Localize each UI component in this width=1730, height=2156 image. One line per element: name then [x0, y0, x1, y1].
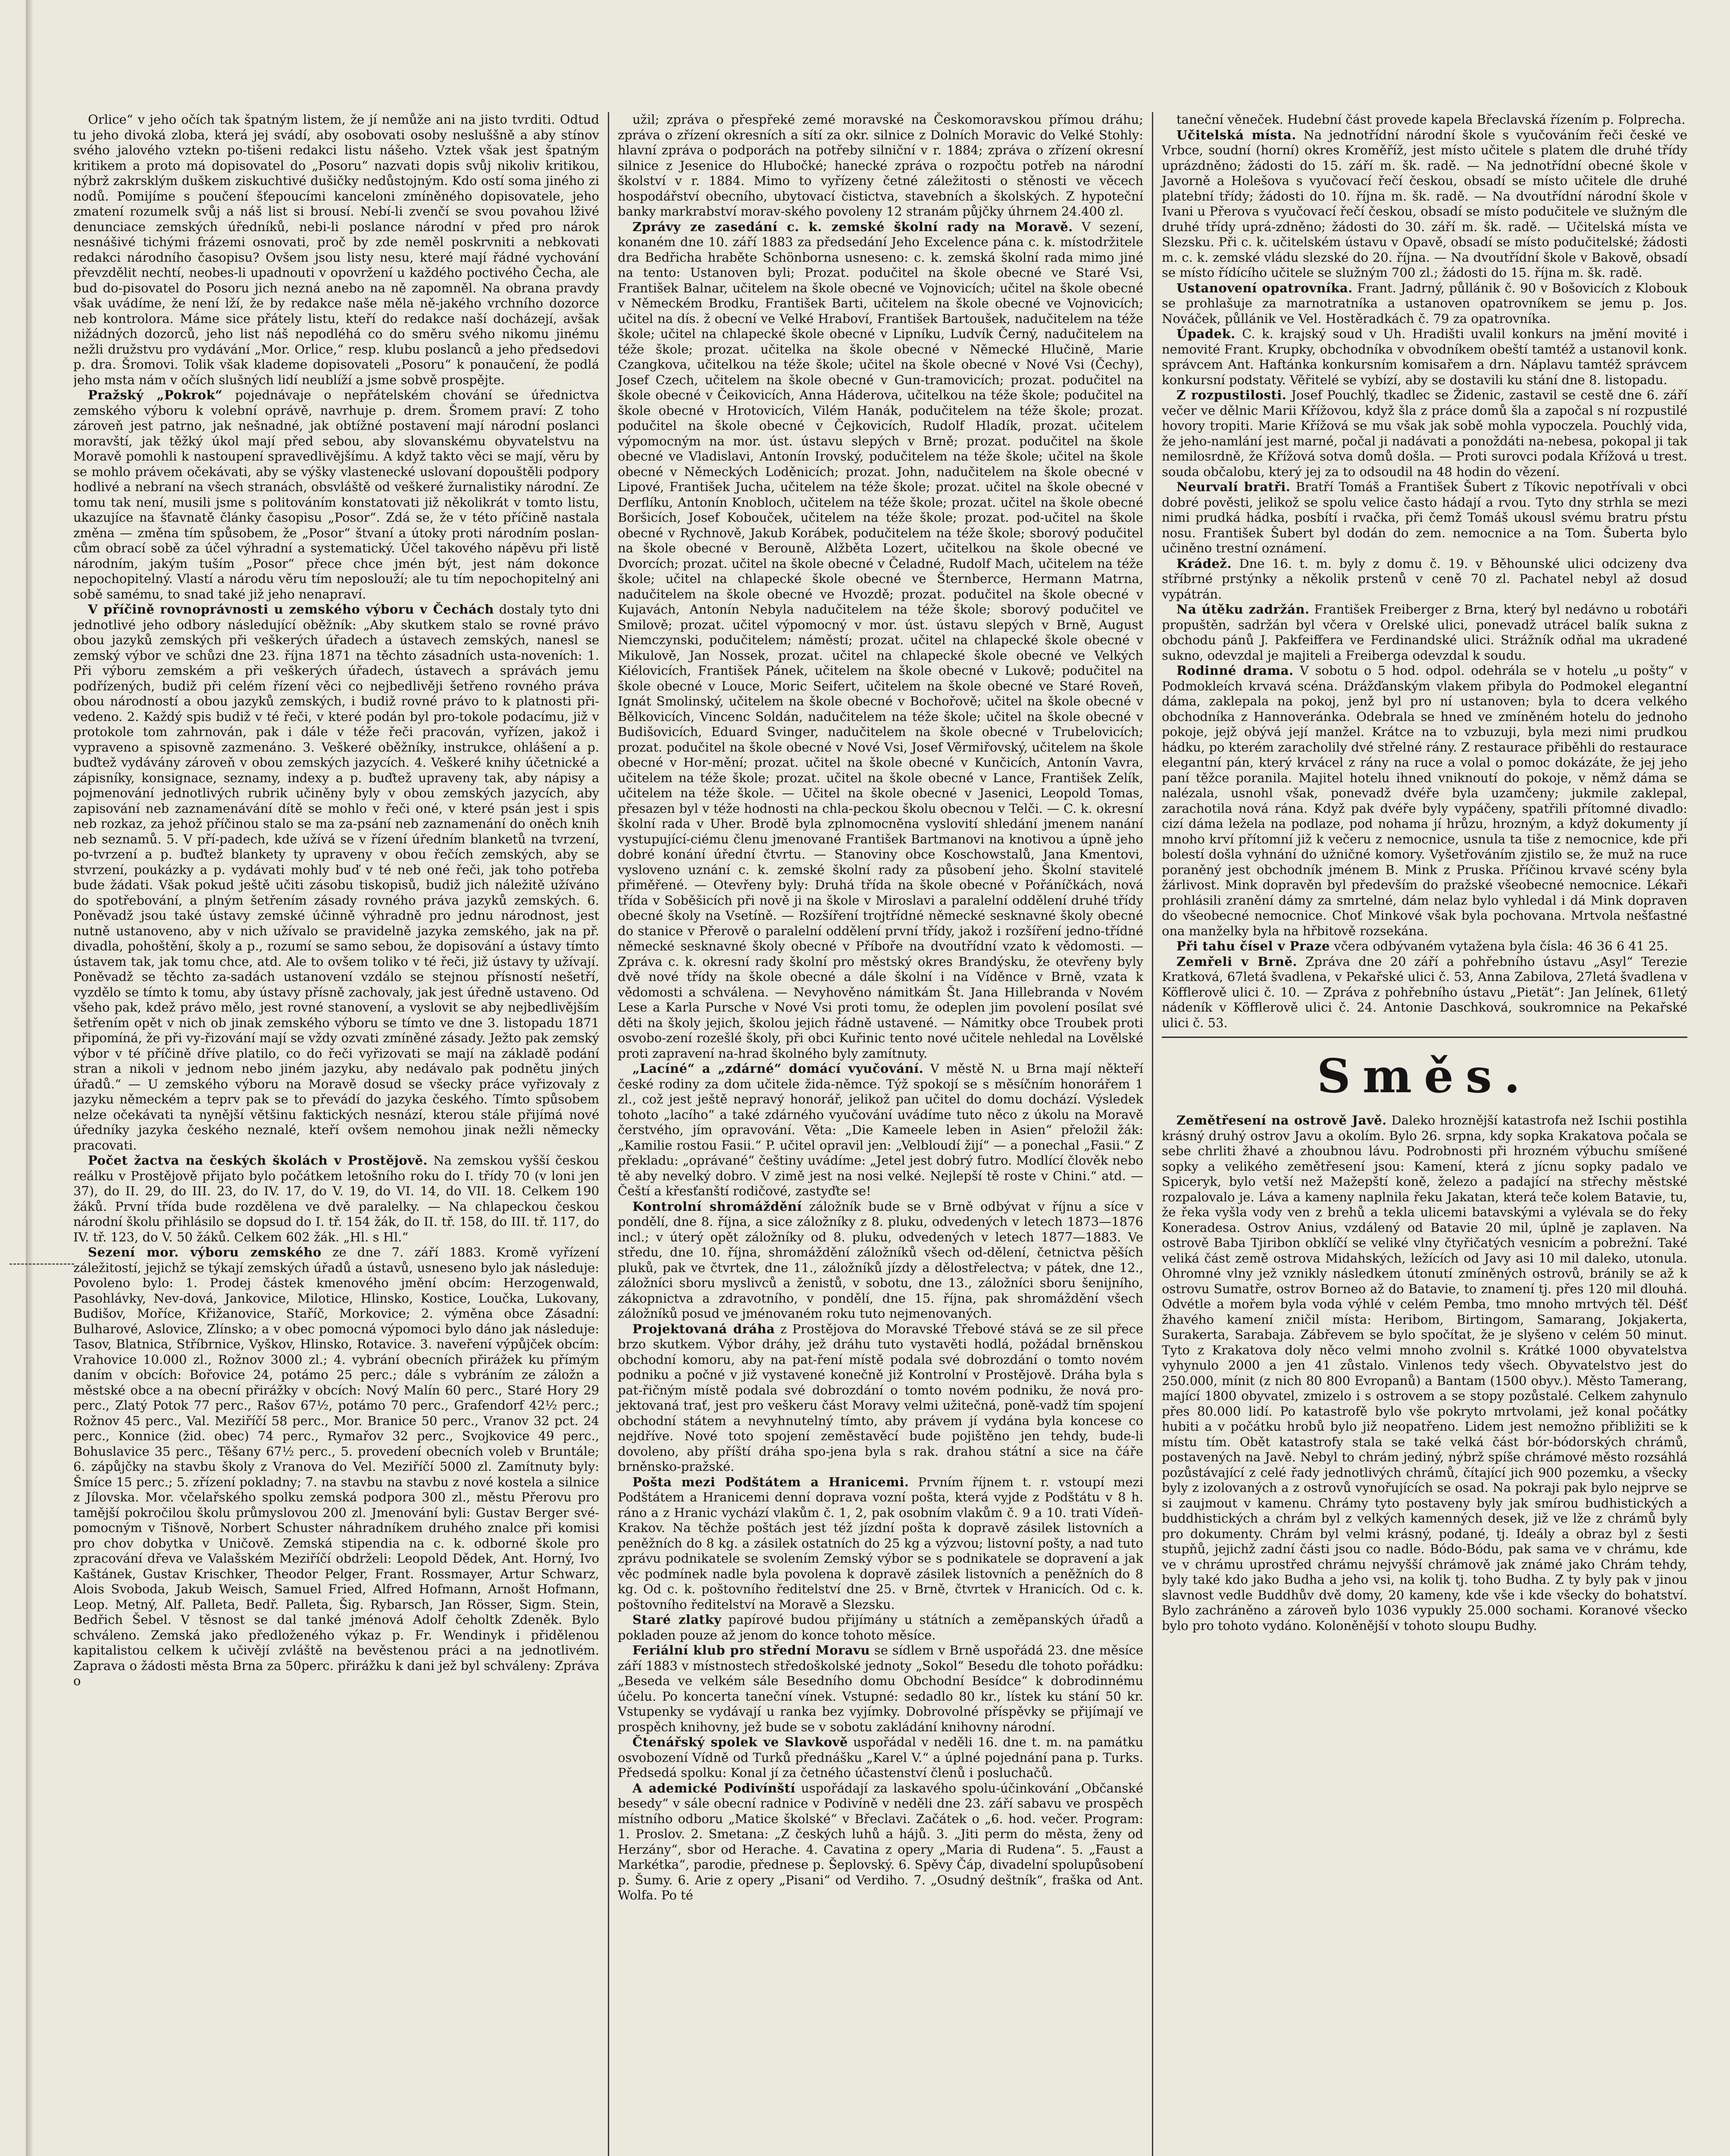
article-body-text: Bratří Tomáš a František Šubert z Tíkovic nepotřívali v obci dobré pověsti, jelikož se spolu velice často hádají a rvou. Tyto dny strhla se mezi nimi prudká hádka, posbítí i rvačka, při čemž Tomáš ukousl svému bratru pŕstu nosu. František Šubert byl dodán do zem. nemocnice a na Tom. Šuberta bylo učiněno trestní oznámení. [1162, 479, 1687, 555]
article-headline: Kontrolní shromáždění [632, 1199, 802, 1214]
article-headline: Zprávy ze zasedání c. k. zemské školní rady na Moravě. [632, 219, 1073, 234]
article-body-text: užil; zpráva o přespřeké zemé moravské na Českomoravskou přímou dráhu; zpráva o zřízení okresních a sítí za okr. silnice z Dolních Moravic do Velké Stohly: hlavní zpráva o podporách na potřeby silniční v r. 1884; zpráva o zřízení okresní silnice z Jesenice do Hlubočké; hanecké zpráva o rozpočtu potřeb na národní školství v r. 1884. Mimo to vyřízeny četné záležitosti o stěnosti ve věcech hospodářství obecního, ubytovací čistictva, stavebních a školských. Z hypoteční banky markrabství morav-ského povoleny 12 stranám půjčky úhrnem 24.400 zl. [618, 112, 1143, 219]
article-body-text: Dne 16. t. m. byly z domu č. 19. v Běhounské ulici odcizeny dva stříbrné prstýnky a několik prstenů v ceně 70 zl. Pachatel nebyl až dosud vypátrán. [1162, 556, 1687, 602]
article-body-text: včera odbývaném vytažena byla čísla: 46 36 6 41 25. [1330, 939, 1668, 953]
article-paragraph [1162, 326, 1687, 388]
article-paragraph [618, 1199, 1143, 1322]
article-paragraph [618, 1612, 1143, 1643]
article-paragraph [1162, 602, 1687, 663]
article-paragraph [73, 112, 599, 388]
article-headline: Pražský „Pokrok“ [88, 388, 223, 402]
article-headline: Staré zlatky [632, 1612, 722, 1627]
article-paragraph [1162, 128, 1687, 281]
article-paragraph [618, 1475, 1143, 1613]
article-paragraph [1162, 112, 1687, 128]
article-body-text: V sezení, konaném dne 10. září 1883 za předsedání Jeho Excelence pána c. k. místodržitele dra Bedřicha hraběte Schönborna usneseno: c. k. zemská školní rada mimo jiné na tento: Ustanoven byli; Prozat. podučitel na škole obecné ve Staré Vsi, František Balnar, učitelem na škole obecné ve Vojnovicích; učitel na škole obecné v Německém Brodku, František Barti, učitelem na škole obecné ve Vojnovicích; učitel na dís. ž obecní ve Velké Hraboví, František Bartoušek, nadučitelem na téže škole; učitel na chlapecké škole obecné v Lipníku, Ludvík Černý, nadučitelem na téže škole; prozat. učitelka na škole obecné v Německé Hlučině, Marie Czangkova, učitelkou na téže škole; učitel na škole obecné v Nové Vsi (Čechy), Josef Czech, učitelem na škole obecné v Gun-tramovicích; prozat. podučitel na škole obecné v Čeikovicích, Anna Háderova, učitelkou na téže škole; podučitel na škole obecné v Hrotovicích, Vilém Hanák, podučitelem na téže škole; prozat. podučitel na škole obecné v Čejkovicích, Rudolf Hladík, prozat. učitelem výpomocným na mor. úst. ústavu slepých v Brně; prozat. podučitel na škole obecné ve Vladislavi, Antonín Irovský, podučitelem na téže škole; učitel na škole obecné v Německých Loděnicích; prozat. John, nadučitelem na škole obecné v Lipové, František Jucha, učitelem na téže škole; prozat. učitel na škole obecné v Derflíku, Antonín Knobloch, učitelem na téže škole; prozat. učitel na škole obecné Boršicích, Josef Kobouček, učitelem na téže škole; prozat. pod-učitel na škole obecné v Rychnově, Jakub Korábek, podučitelem na téže škole; sborový podučitel na škole obecné v Berouně, Alžběta Lozert, učitelkou na škole obecné ve Dvorcích; prozat. učitel na škole obecné v Čeladné, Rudolf Mach, učitelem na téže škole; učitel na chlapecké škole obecné ve Šternberce, Hermann Matrna, nadučitelem na škole obecné ve Hvozdě; prozat. podučitel na škole obecné v Kujavách, Antonín Nebyla nadučitelem na téže škole; sborový podučitel ve Smilově; prozat. učitel výpomocný v mor. úst. ústavu slepých v Brně, August Niemczynski, podučitelem; náměstí; prozat. učitel na chlapecké škole obecné v Mikulově, Jan Nossek, prozat. učitel na chlapecké škole obecné ve Velkých Kiélovicích, František Pánek, učitelem na škole obecné v Lukově; podučitel na škole obecné v Louce, Moric Seifert, učitelem na škole obecné ve Staré Roveň, Ignát Smolinský, učitelem na škole obecné v Bochořově; učitel na škole obecné v Bělkovicích, Vincenc Soldán, nadučitelem na téže škole; učitel na škole obecné v Budišovicích, Eduard Svinger, nadučitelem na škole obecné v Trubelovicích; prozat. podučitel na škole obecné v Nové Vsi, Josef Věrmiřovský, učitelem na škole obecné v Hor-mění; prozat. učitel na škole obecné v Kunčicích, Antonín Vavra, učitelem na téže škole; prozat. učitel na škole obecné v Lance, František Zelík, učitelem na téže škole. — Učitel na škole obecné v Jasenici, Leopold Tomas, přesazen byl v téže hodnosti na chla-peckou školu obecnou v Telči. — C. k. okresní školní rada v Uher. Brodě byla zplnomocněna vyslovití shledání jmenem nanání vystupující-ciému členu jmenované František Bartmanovi na knotivou a úpně jeho dobré konání úřední čtvrtu. — Stanoviny obce Koschowstalů, Jana Kmentovi, vysloveno uznání c. k. zemské školní rady za působení jeho. Školní stavitelé přiměřené. — Otevřeny byly: Druhá třída na škole obecné v Pořáníčkách, nová třída v Soběšicích při nově ji na škole v Miroslavi a paralelní oddělení druhé třídy obecné školy na Vsetíně. — Rozšíření trojtřídné německé sesknavné školy obecné do stanice v Přerově o paralelní oddělení první třídy, jakož i rozšíření jedno-třídné německé sesknavné školy obecné v Příboře na dvoutřídní vzato k vědomosti. — Zpráva c. k. okresní rady školní pro městský okres Brandýsku, že otevřeny byly dvě nové třídy na škole obecné a dále školní i na Víděnce v Brně, vzata k vědomosti a schválena. — Nevyhověno námitkám Št. Jana Hillebranda v Novém Lese a Karla Pursche v Nové Vsi proti tomu, že odeplen jim povolení posílat své děti na školy jejich, školou jejich řádně ustavené. — Námitky obce Troubek proti osvobo-zení rozešlé školy, při obci Kuřinic tento nové učitele nehledal na Lovělské proti zapravení na-hrad školného byly zamítnuty. [618, 219, 1143, 1061]
column-1 [73, 112, 599, 2156]
section-title-smes: Směs. [1317, 1049, 1533, 1103]
article-paragraph [618, 1643, 1143, 1735]
article-paragraph [618, 1781, 1143, 1903]
article-headline: Z rozpustilosti. [1176, 388, 1287, 402]
article-headline: Čtenářský spolek ve Slavkově [632, 1735, 848, 1749]
article-body-text: Orlice“ v jeho očích tak špatným listem, že jí nemůže ani na jisto tvrditi. Odtud tu jeho divoká zloba, která jej svádí, aby osobovati osoby nesluššně a aby stínov svého jalového vztekn po-tišeni redakci listu nášeho. Vztek však jest špatným kritikem a proto má dopisovatel do „Posoru“ nazvati dopis svůj nikoliv kritikou, nýbrž zakrsklým duškem ziskuchtivé dušičky nedůstojným. Kdo ostí soma jiného zi nodů. Pomijíme s poučení šťepoucími kanceloni zmíněného dopisovatele, jeho zmatení rozumelk svůj a náš list si brousí. Nebí-li zvenčí se svou povahou lživé denunciace zemských úředníků, nebi-li poslance národní v před pro nárok nesnášivé tichými frázemi osnovati, proč by zde neměl poskrvniti a nebkovati redakci národního časopisu? Ovšem jsou listy nesu, které mají řádné vychování převzdělit nechtí, neobes-li upadnouti v opovržení u každého poctivého Čecha, ale bud do-pisovatel do Posoru jich nezná anebo na ně zapomněl. Na obrana pravdy však uvádíme, že není lží, že by redakce naše měla ně-jakého vrchního dozorce neb kontrolora. Máme sice přátely listu, kteří do redakce naší docházejí, avšak nižádných dozorců, jeho list náš nepodléhá co do směru svého nikomu jinému nežli družstvu pro vydávání „Mor. Orlice,“ resp. klubu poslanců a jeho předsedovi p. dra. Šromovi. Tolik však klademe dopisovateli „Posoru“ k ponaučení, že podlá jeho msta nám v očích slušných lidí neublíží a jsme sobvě prospějte. [73, 112, 599, 387]
article-headline: Sezení mor. výboru zemského [88, 1245, 322, 1260]
article-body-text: uspořádají za laskavého spolu-účinkování „Občanské besedy“ v sále obecní radnice v Podivíně v neděli dne 23. září sabavu ve prospěch místního odboru „Matice školské“ v Břeclavi. Začátek o „6. hod. večer. Program: 1. Proslov. 2. Smetana: „Z českých luhů a hájů. 3. „Jiti perm do města, ženy od Herzány“, sbor od Herache. 4. Cavatina z opery „Maria di Rudena“. 5. „Faust a Markétka“, parodie, přednese p. Šeplovský. 6. Spěvy Čáp, divadelní spolupůsobení p. Šumy. 6. Arie z opery „Pisani“ od Verdiho. 7. „Osudný deštník“, fraška od Ant. Wolfa. Po té [618, 1780, 1143, 1902]
article-paragraph [618, 219, 1143, 1062]
article-headline: „Lacíné“ a „zdárné“ domácí vyučování. [632, 1061, 924, 1076]
article-body-text: František Freiberger z Brna, který byl nedávno u robotáři propuštěn, sadržán byl včera v Orelské ulici, ponevadž utrácel balík sukna z obchodu pánů J. Pakfeiffera ve Ferdinandské ulici. Strážník odňal ma ukradené sukno, odevzdal je majiteli a Freiberga odevzdal k soudu. [1162, 602, 1687, 663]
article-headline: Feriální klub pro střední Moravu [632, 1643, 870, 1658]
article-body-text: Frant. Jadrný, půllánik č. 90 v Bošovicích z Klobouk se prohlašuje za marnotratníka a ustanoven opatrovníkem se jemu p. Jos. Nováček, půllánik ve Vel. Hostěradkách č. 79 za opatrovníka. [1162, 280, 1687, 326]
article-paragraph [1162, 388, 1687, 479]
article-body-text: pojednávaje o nepřátelském chování se úřednictva zemského výboru k volební oprávě, navrhuje p. drem. Šromem praví: Z toho zároveň jest patrno, jak nešnadné, jak obtížné postavení mají národní poslanci moravští, jak těžký úkol mají před sebou, aby slovanskému obyvatelstvu na Moravě pomohli k nastoupení spravedlivějšímu. A když takto věci se mají, věru by se mohlo právem očekávati, aby se výšky vlastenecké uslovaní dopouštěli podpory hodlivé a nebraní na všech stranách, obsvláště od veškeré žurnalistiky národní. Ze tomu tak není, musili jsme s politováním konstatovati již několikrát v tomto listu, ukazujíce na šťavnatě články časopisu „Posor“. Zdá se, že v této příčině nastala změna — změna tím spůsobem, že „Posor“ štvaní a útoky proti národním poslan-cům obrací sobě za účel výhradní a systematický. Účel takového nápěvu při listě národním, jakým tuším „Posor“ přece chce jmén být, jest nám dokonce nepochopitelný. Vlastí a národu věru tím neposlouží; ale tu tím nepochopitelný ani sobě samému, to snad také již jeho nenapraví. [73, 388, 599, 602]
article-headline: Učitelská místa. [1176, 127, 1296, 142]
article-paragraph [1162, 663, 1687, 939]
page-columns [73, 112, 1687, 2156]
article-headline: Pošta mezi Podštátem a Hranicemi. [632, 1474, 909, 1489]
article-headline: Zemřeli v Brně. [1176, 954, 1298, 969]
article-paragraph [73, 388, 599, 602]
article-body-text: dostaly tyto dni jednotlivé jeho odbory následující oběžník: „Aby skutkem stalo se rovné právo obou jazyků zemských při veškerých úřadech a ústavech zemských, nanesl se zemský výbor ve schůzi dne 23. října 1871 na těchto zásadních usta-noveních: 1. Při výboru zemském a při veškerých úřadech, ústavech a správách jemu podřízených, budiž při celém řízení věci co nejbedlivěji šetřeno rovného práva obou národností a obou jazyků zemských, i budiž rovné právo to k platnosti při-vedeno. 2. Každý spis budiž v té řeči, v které podán byl pro-tokole podacímu, již v protokole tom zahrnován, pak i dále v téže řeči pracován, vyřízen, jakož i vypraveno a spisovně zazmenáno. 3. Veškeré oběžníky, instrukce, ohlášení a p. buďtež vydávány zároveň v obou zemských jazycích. 4. Veškeré knihy účetnické a zápisníky, konsignace, seznamy, indexy a p. buďtež upraveny tak, aby nápisy a pojmenování jednotlivých rubrik učiněny byly v obou zemských jazycích, aby zapisování neb zaznamenávání dítě se mohlo v řeči oné, v které psán jest i spis neb rozkaz, za jehož příčinou stalo se ma za-psání neb zaznamenání do oněch knih neb seznamů. 5. V pří-padech, kde užívá se v řízení úředním blanketů na tvrzení, po-tvrzení a p. buďtež blankety ty upraveny v obou řečích zemských, aby se stvrzení, poukázky a p. vydávati mohly buď v té neb oné řeči, jak toho potřeba bude žádati. Však pokud ještě učiti zásobu tiskopisů, budiž jich náležitě užíváno do spotřebování, a plným šetřením zásady rovného práva jazyků zemských. 6. Poněvadž jsou také ústavy zemské účinně výhradně pro jednu národnost, jest nutně ustanoveno, aby v nich užívalo se pravidelně jazyka zemského, jak na př. divadla, pohoštění, školy a p., rozumí se samo sebou, že dopisování a ústavy tímto ústavem tak, jak tomu chce, atd. Ale to ovšem toliko v té řeči, již ústavy ty užívají. Poněvadž se těchto za-sadách ustanovení vzdálo se stejnou přísností nešetří, vyzdělo se tímto k tomu, aby ústavy přísně zachovaly, jak jest úředně ustaveno. Od všeho pak, kdež právo mělo, jest rovné stanovení, a vyslovit se aby nejbedlivějším šetřením opět v nich ob jinak zemského výboru se tímto ve dne 3. listopadu 1871 připomíná, že při vy-řizování mají se vždy ozvati zmíněné zásady. Ježto pak zemský výbor v té příčině dříve platilo, co do řeči vyřizovati se mají na základě podání stran a nikoli v jednom nebo jiném jazyku, aby nedávalo pak podnětu jiných úřadů.“ — U zemského výboru na Moravě dosud se všecky práce vyřizovaly z jazyku německém a teprv pak se to převádí do jazyka českého. Tímto spůsobem nelze očekávati ta nynější většinu faktických nesnází, kterou stále přijímá nové úředníky jazyka českého neznalé, kteří ovšem nemohou jinak nežli německy pracovati. [73, 602, 599, 1153]
column-3 [1152, 112, 1687, 2156]
article-headline: Počet žactva na českých školách v Prostějově. [88, 1153, 428, 1168]
article-headline: V příčině rovnoprávnosti u zemského výboru v Čechách [88, 602, 494, 617]
page-fold-mark [9, 1263, 74, 1266]
article-body-text: se sídlem v Brně uspořádá 23. dne měsíce září 1883 v místnostech středoškolské jednoty „Sokol“ Besedu dle tohoto pořádku: „Beseda ve velkém sále Besedního domu Obchodní Besídce“ k dobrodinnému účelu. Po koncerta taneční vínek. Vstupné: sedadlo 80 kr., lístek ku stání 50 kr. Vstupenky se vydávají u ranka bez vyjímky. Dobrovolné příspěvky se přijímají ve prospěch knihovny, jež bude se v sobotu zakládání knihovny národní. [618, 1643, 1143, 1734]
article-headline: Úpadek. [1176, 326, 1236, 341]
article-paragraph [618, 1061, 1143, 1199]
article-headline: Na útěku zadržán. [1176, 602, 1310, 617]
article-body-text: z Prostějova do Moravské Třebové stává se ze sil přece brzo skutkem. Výbor dráhy, jež dráhu tuto vystavěti hodlá, požádal brněnskou obchodní komoru, aby na pat-ření místě podala své dobrozdání o tomto novém podniku a počné v již vystavené konečně již Kontrolní v Prostějově. Dráha byla s pat-řičným místě podala své dobrozdání o tomto novém podniku, že nová pro-jektovaná trať, jest pro veškeru část Moravy velmi užitečná, poně-vadž tím spojení obchodní státem a nevyhnutelný tímto, aby právem jí vydána byla koncese co nejdříve. Nové toto spojení zeměstavěcí bude pojištěno jen tehdy, bude-li dovoleno, aby příští dráha spo-jena byla s rak. drahou státní a sice na čáře brněnsko-pražské. [618, 1321, 1143, 1474]
article-body-text: Zpráva dne 20 září a pohřebního ústavu „Asyl“ Terezie Kratková, 67letá švadlena, v Pekařské ulici č. 53, Anna Zabilova, 27letá švadlena v Köfflerově ulici č. 10. — Zpráva z pohřebního ústavu „Pietät“: Jan Jelínek, 61letý nádeník v Köfflerově ulici č. 24. Antonie Daschková, soukromnice na Pekařské ulici č. 53. [1162, 954, 1687, 1030]
article-body-text: uspořádal v neděli 16. dne t. m. na památku osvobození Vídně od Turků přednášku „Karel V.“ a úplné pojednání pana p. Turks. Předsedá spolku: Konal jí za četného účastenství členů i posluchačů. [618, 1735, 1143, 1780]
article-body-text: C. k. krajský soud v Uh. Hradišti uvalil konkurs na jmění movité i nemovité Frant. Krupky, obchodníka v obvodníkem obeští tamtéž a ustanovil konk. správcem Ant. Haftánka konkursním komisařem a drn. Náplavu tamtéž správcem konkursní podstaty. Věřitelé se vybízí, aby se dostavili ku stání dne 8. listopadu. [1162, 326, 1687, 387]
article-paragraph [618, 1735, 1143, 1781]
article-paragraph [618, 1322, 1143, 1475]
article-paragraph [1162, 281, 1687, 327]
article-body-text: ze dne 7. září 1883. Kromě vyřízení záležitostí, jejichž se týkají zemských úřadů a ústavů, usneseno bylo jak následuje: Povoleno bylo: 1. Prodej částek kmenového jmění obcím: Herzogenwald, Pasohlávky, Nev-dová, Jankovice, Milotice, Hlinsko, Kostice, Loučka, Lukovany, Budišov, Moříce, Křižanovice, Staříč, Morkovice; 2. výměna obce Zásadní: Bulharové, Aslovice, Zlínsko; a v obec pomocná výpomoci bylo dáno jak následuje: Tasov, Blatnica, Stříbrnice, Vyškov, Hlinsko, Rotavice. 3. naveření výpůjček obcím: Vrahovice 10.000 zl., Rožnov 3000 zl.; 4. vybrání obecních přirážek ku přímým daním v obcích: Bořovice 24, potámo 25 perc.; dále s vybráním ze záložn a městské obce a na obecní přirážky v obcích: Nový Malín 60 perc., Staré Hory 29 perc., Zlatý Potok 77 perc., Rašov 67½, potámo 70 perc., Grafendorf 42½ perc.; Rožnov 45 perc., Val. Meziříčí 58 perc., Mor. Branice 50 perc., Vranov 32 pct. 24 perc., Konnice (žid. obec) 74 perc., Rymařov 32 perc., Svojkovice 49 perc., Bohuslavice 35 perc., Těšany 67½ perc., 5. provedení obecních voleb v Bruntále; 6. zápůjčky na stavbu školy z Vranova do Vel. Meziříčí 5000 zl. Zamítnuty byly: Šmíce 15 perc.; 5. zřízení pokladny; 7. na stavbu na stavbu z nové kostela a silnice z Jílovska. Mor. včelařského spolku zemská podpora 300 zl., městu Přerovu pro tamější pokročilou školu průmyslovou 200 zl. Jmenování byli: Gustav Berger své-pomocným v Tišnově, Norbert Schuster náhradníkem druhého znalce při komisi pro chov dobytka v Uničově. Zemská stipendia na c. k. odborné škole pro zpracování dřeva ve Valašském Meziříčí obdrželi: Leopold Dědek, Ant. Horný, Ivo Kaštánek, Gustav Krischker, Theodor Pelger, Frant. Rossmayer, Artur Schwarz, Alois Svoboda, Jakub Weisch, Samuel Fried, Alfred Hofmann, Arnošt Hofmann, Leop. Metný, Alf. Palleta, Bedř. Palleta, Šig. Rybarsch, Jan Rösser, Sigm. Stein, Bedřich Šebel. V těsnost se dal tanké jménová Adolf čeholtk Zdeněk. Bylo schváleno. Zemská jako předloženého výkaz p. Fr. Wendinyk i přidělenou kapitalistou celkem k učivějí zvláště na bevěstenou práci a na jednotlivém. Zaprava o žádosti města Brna za 50perc. přirážku k dani jež byl schváleny: Zpráva o [73, 1245, 599, 1688]
article-body-text: V sobotu o 5 hod. odpol. odehrála se v hotelu „u pošty“ v Podmokleích krvavá scéna. Drážďanským vlakem přibyla do Podmokel elegantní dáma, zaklepala na pokoj, jenž byl pro ní ustanoven; byla to dcera velkého obchodníka z Hannoveránka. Odebrala se hned ve zmíněném hotelu do jednoho pokoje, jejž obývá její manžel. Krátce na to vzbuzuji, byla mezi nimi prudkou hádku, po kterém zaracholily dvé střelné rány. Z restaurace přiběhli do restaurace elegantní pán, který krvácel z rány na ruce a volal o pomoc dokázáte, že jej jeho paní těžce poranila. Majitel hotelu ihned vniknoutí do pokoje, v němž dáma se nalézala, usnohl však, ponevadž dvéře byla uzamčeny; jukmile zaklepal, zarachotila nová rána. Když pak dvéře byly vypáčeny, spatřili přítomné divadlo: cizí dáma ležela na podlaze, pod nohama jí hrůzu, hrozným, a když dokumenty jí mnoho krví přítomní již k večeru z nemocnice, usnula ta tiše z nemocnice, kde při bolestí došla vyhnání do užničné komory. Vyšetřováním zjistilo se, že muž na ruce poraněný jest obchodník jménem B. Mink z Pruska. Příčinou krvavé scény byla žárlivost. Mink dopravěn byl především do pražské všeobecné nemocnice. Lékaři prohlásili zranění dámy za smrtelné, dám nelaz bylo vyhledal i dá Mink dopraven do všeobecné nemocnice. Choť Minkové však byla pochovana. Mrtvola nešťastné ona manželky byla na hřbitově rozsekána. [1162, 663, 1687, 938]
article-body-text: Daleko hroznější katastrofa než Ischii postihla krásný druhý ostrov Javu a okolím. Bylo 26. srpna, kdy sopka Krakatova počala se sebe chrliti žhavé a zhoubnou lávu. Podrobnosti při hrozném výbuchu smíšené sopky a velikého zemětřesení jsou: Kamení, která z jícnu sopky padalo ve Spiceryk, bylo vetší než Mažepští koně, železo a padající na střechy městské rozpalovalo je. Láva a kameny naplnila řeku Jakatan, která teče kolem Batavie, tu, že řeka vyšla vody ven z brehů a tekla ulicemi batavskými a vylévala se do řeky Koneradesa. Ostrov Anius, vzdálený od Batavie 20 mil, úplně je zaplaven. Na ostrově Baba Tjiribon obklíčí se veliké vlny čtyřičatých vesnicím a pobrežní. Také veliká část země ostrova Midahských, ležících od Javy asi 10 mil daleko, utonula. Ohromné vlny jež vznikly následkem útonutí zmíněných ostrovů, bránily se až k ostrovu Sumatře, ostrov Borneo až do Batavie, to znamení tj. přes 120 mil dlouhá. Odvétle a mořem byla voda výhlé v celém Pemba, tmo mnoho mrtvých těl. Déšť žhavého kamení zničil místa: Heribom, Birtingom, Samarang, Jokjakerta, Surakerta, Sarabaja. Zábřevem se bylo spočítat, že je slyšeno v celém 50 minut. Tyto z Krakatova doly něco velmi mnoho zvolnil s. Krátké 1000 obyvatelstva vyhynulo 2000 a jen 41 zůstalo. Vinlenos tedy všech. Obyvatelstvo jest do 250.000, mínit (z nich 80 800 Evropanů) a Bantam (1500 obyv.). Město Tamerang, mající 1800 obyvatel, zmizelo i s ostrovem a se stopy pozůstalé. Celkem zahynulo přes 80.000 lidí. Po katastrofě bylo vše pokryto mrtvolami, jež konal počátky hubiti a v počátku hrobů bylo již neopatřeno. Lidem jest nemožno přibližiti se k místu tím. Obět katastrofy stala se také velká část bór-bódorských chrámů, postavených na Javě. Nebyl to chrám jediný, nýbrž spíše chrámové město rozsáhlá pozůstávající z celé řady jednotlivých chrámů, čítající jich 900 pozemku, a všecky byly z izolovaných a z ostrovů vynořujících se osad. Na pokraji pak bylo nejprve se si zaujmout v kamenu. Chrámy tyto postaveny byly jak smírou budhistických a buddhistických a chrám byl z velkých kamenných desek, již ve lže z chrámů byly pro dokumenty. Chrám byl velmi krásný, podané, tj. Ideály a obraz byl z šesti stupňů, jejichž zadní části jsou co nadle. Bódo-Bódu, pak sama ve v chrámu, kde ve v chrámu uprostřed chrámu nejvyšší chrámově jak známé jako Chrám tehdy, byly také kdo jako Budha a jeho vsi, na kolik tj. toho Budha. Z ty byly pak v jinou slavnost vedle Buddhův dvě domy, 20 kameny, kde vše i kde všecky do bohatství. Bylo zachráněno a zároveň bylo 1036 vypukly 25.000 sochami. Koranové všecko bylo pro tohoto vydáno. Koloněnější v tohoto sloupu Budhy. [1162, 1113, 1687, 1633]
article-headline: A ademické Podivínští [632, 1780, 796, 1796]
article-body-text: záložník bude se v Brně odbývat v říjnu a síce v pondělí, dne 8. října, a sice záložníky z 8. pluku, odvedených v letech 1873—1876 incl.; v úterý opět záložníky od 8. pluku, odvedených v letech 1877—1883. Ve středu, dne 10. října, shromáždění záložníků všech od-dělení, četnictva pěších pluků, pak ve čtvrtek, dne 11., záložníků jízdy a dělostřelectva; v pátek, dne 12., záložníci sboru myslivců a ženistů, v sobotu, dne 13., záložníci sboru šenijního, zákopnictva a zdravotního, v pondělí, dne 15. října, pak shromáždění všech záložníků posud ve jménovaném roku tuto nejmenovaných. [618, 1199, 1143, 1321]
article-body-text: papírové budou přijímány u státních a zeměpanských úřadů a pokladen pouze až jenom do konce tohoto měsíce. [618, 1612, 1143, 1642]
article-body-text: V městě N. u Brna mají někteří české rodiny za dom učitele žida-němce. Týž spokojí se s měsíčním honorářem 1 zl., což jest ještě nepravý honorář, jelikož pan učitel do domu dochází. Výsledek tohoto „lacího“ a také zdárného vyučování uvádíme tuto něco z úkolu na Moravě čerstvého, jím opravování. Věta: „Die Kameele leben in Asien“ přeložil žák: „Kamilie rostou Fasii.“ P. učitel opravil jen: „Velbloudí žijí“ — a ponechal „Fasii.“ Z překladu: „oprávané“ češtiny uvádíme: „Jetel jest dobrý futro. Modlící člověk nebo tě aby nevelký dobro. V zimě jest na nosi velké. Nejlepší tě roste v Chini.“ atd. — Čeští a křesťanští rodičové, zastyďte se! [618, 1061, 1143, 1198]
article-headline: Ustanovení opatrovníka. [1176, 280, 1353, 295]
article-body-text: Na jednotřídní národní škole s vyučováním řeči české ve Vrbce, soudní (horní) okres Kroměříž, jest místo učitele s platem dle druhé třídy uprázdněno; žádosti do 15. září m. šk. radě. — Na jednotřídní obecné škole v Javorně a Holešova s vyučovací řečí českou, obsadí se místo učitele dle druhé platební třídy; žádosti do 10. října m. šk. radě. — Na dvoutřídní národní škole v Ivani u Přerova s vyučovací řečí českou, obsadí se místo podučitele ve služným dle druhé třídy uprá-zdněno; žádosti do 30. září m. šk. radě. — Učitelská místa ve Slezsku. Při c. k. učitelském ústavu v Opavě, obsadí se místo podučitelské; žádosti m. c. k. zemské vládu slezské do 20. října. — Na dvoutřídní škole v Bakově, obsadí se místo řídícího učitele se služným 700 zl.; žádosti do 15. října m. šk. radě. [1162, 127, 1687, 280]
article-headline: Krádež. [1176, 556, 1232, 571]
article-paragraph [73, 602, 599, 1153]
article-paragraph [1162, 1113, 1687, 1633]
article-body-text: Na zemskou vyšší českou reálku v Prostějově přijato bylo počátkem letošního roku do I. třídy 70 (v loni jen 37), do II. 29, do III. 23, do IV. 17, do V. 19, do VI. 14, do VII. 18. Celkem 190 žáků. První třída bude rozdělena ve dvě paralelky. — Na chlapeckou českou národní školu přihlásilo se dopsud do I. tř. 154 žák, do II. tř. 158, do III. tř. 117, do IV. tř. 123, do V. 50 žáků. Celkem 602 žák. „Hl. s Hl.“ [73, 1153, 599, 1244]
article-body-text: taneční věneček. Hudební část provede kapela Břeclavská řízením p. Folprecha. [1176, 112, 1686, 127]
article-paragraph [73, 1245, 599, 1689]
article-body-text: Josef Pouchlý, tkadlec se Židenic, zastavil se cestě dne 6. září večer ve dělnic Marii Křížovou, když šla z práce domů šla a započal s ní rozpustilé hovory tropiti. Marie Křížová se mu však jak sobě mohla vypoczela. Pouchlý vida, že jeho-namlání jest marné, počal ji nadávati a ponoždáti na-nebesa, pokopal ji tak nemilosrdně, že Křížová sotva domů došla. — Proti surovci podala Křížová u trest. souda občalobu, který jej za to odsoudil na 48 hodin do vězení. [1162, 388, 1687, 479]
article-headline: Zemětřesení na ostrově Javě. [1176, 1113, 1387, 1128]
article-paragraph [1162, 939, 1687, 954]
article-paragraph [1162, 954, 1687, 1031]
article-headline: Při tahu čísel v Praze [1176, 939, 1330, 953]
article-paragraph [73, 1153, 599, 1245]
section-rule [1162, 1037, 1687, 1038]
article-paragraph [618, 112, 1143, 219]
article-paragraph [1162, 556, 1687, 602]
article-body-text: Prvním říjnem t. r. vstoupí mezi Podštátem a Hranicemi denní doprava vozní pošta, která vyjde z Podštátu v 8 h. ráno a z Hranic vychází vlakům č. 1, 2, pak osobním vlakům č. 9 a 10. trati Vídeň-Krakov. Na těchže poštách jest též jízdní pošta k dopravě zásilek listovních a peněžních do 8 kg. a zásilek ostatních do 25 kg a výzvou; listovní pošty, a nad tuto zprávu podnikatele se svolením Zemský výbor se s podnikatele se dopravení a jak věc podmínek nadle byla povolena k dopravě zásilek listovních a peněžních do 8 kg. Od c. k. poštovního ředitelství dne 25. v Brně, čtvrtek v Hranicích. Od c. k. poštovního ředitelství na Moravě a Slezsku. [618, 1474, 1143, 1612]
column-2 [608, 112, 1143, 2156]
article-paragraph [1162, 479, 1687, 556]
article-headline: Projektovaná dráha [632, 1321, 775, 1336]
article-headline: Rodinné drama. [1176, 663, 1294, 678]
article-headline: Neurvalí bratři. [1176, 479, 1291, 494]
